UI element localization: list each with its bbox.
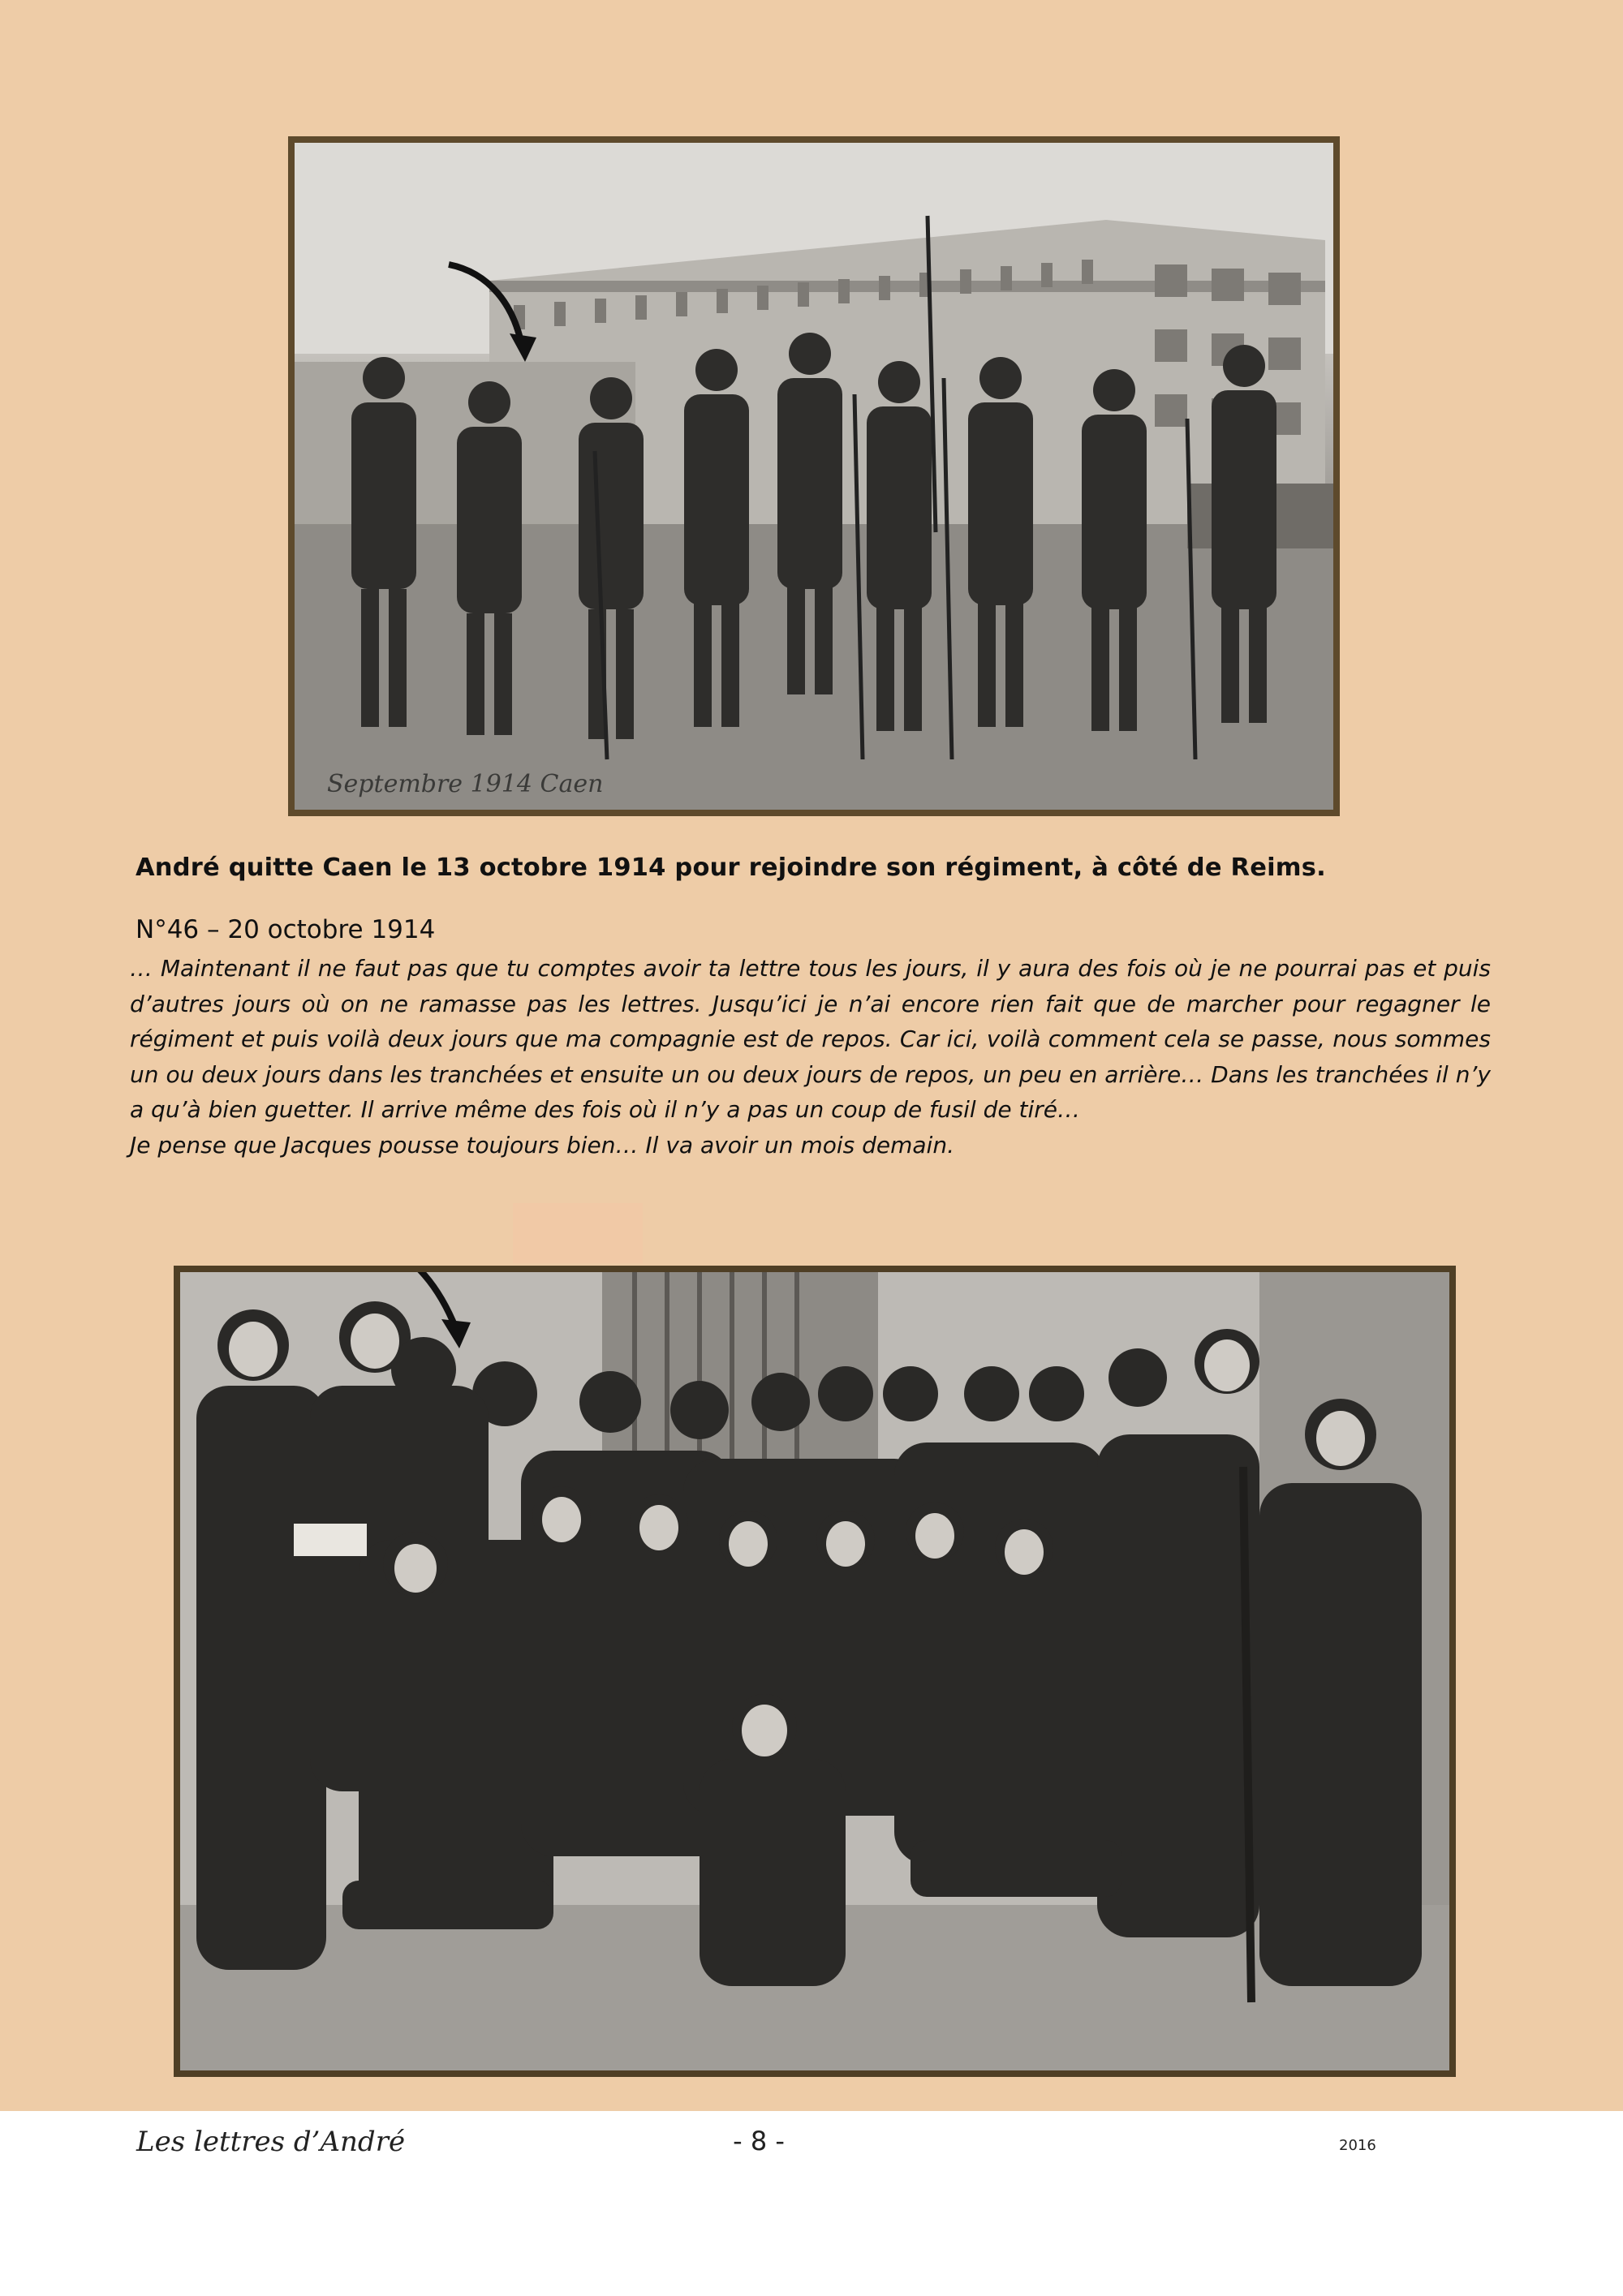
letter-paragraph: … Maintenant il ne faut pas que tu comptes avoir ta lettre tous les jours, il y aura des fois où je ne pourrai pas et puis d’autres jours où on ne ramasse pas les lettres. Jusqu’ici je n’ai encore rien fait que de marcher pour regagner le régiment et puis voilà deux jours que ma compagnie est de repos. Car ici, voilà comment cela se passe, nous sommes un ou deux jours dans les tranchées et ensuite un ou deux jours de repos, un peu en arrière… Dans les tranchées il n’y a qu’à bien guetter. Il arrive même des fois où il n’y a pas un coup de fusil de tiré… (130, 955, 1491, 1123)
handwritten-note: Septembre 1914 Caen (327, 770, 604, 798)
footer-title: Les lettres d’André (136, 2126, 406, 2158)
page-number: - 8 - (733, 2126, 785, 2156)
photo-patch (513, 1203, 643, 1263)
photo-soldiers-caen-image (295, 143, 1333, 810)
photo-soldiers-caen (288, 136, 1340, 816)
footer-divider (0, 2111, 1623, 2113)
letter-heading: N°46 – 20 octobre 1914 (136, 915, 436, 944)
photo-soldiers-group (174, 1266, 1456, 2077)
photo-caption: André quitte Caen le 13 octobre 1914 pour rejoindre son régiment, à côté de Reims. (136, 853, 1326, 882)
letter-paragraph: Je pense que Jacques pousse toujours bien… Il va avoir un mois demain. (130, 1131, 954, 1159)
photo-soldiers-caen-drawing (295, 143, 1333, 810)
letter-body (130, 951, 1491, 1163)
photo-soldiers-group-drawing (180, 1272, 1449, 2070)
footer-year: 2016 (1339, 2137, 1376, 2154)
photo-soldiers-group-image (180, 1272, 1449, 2070)
